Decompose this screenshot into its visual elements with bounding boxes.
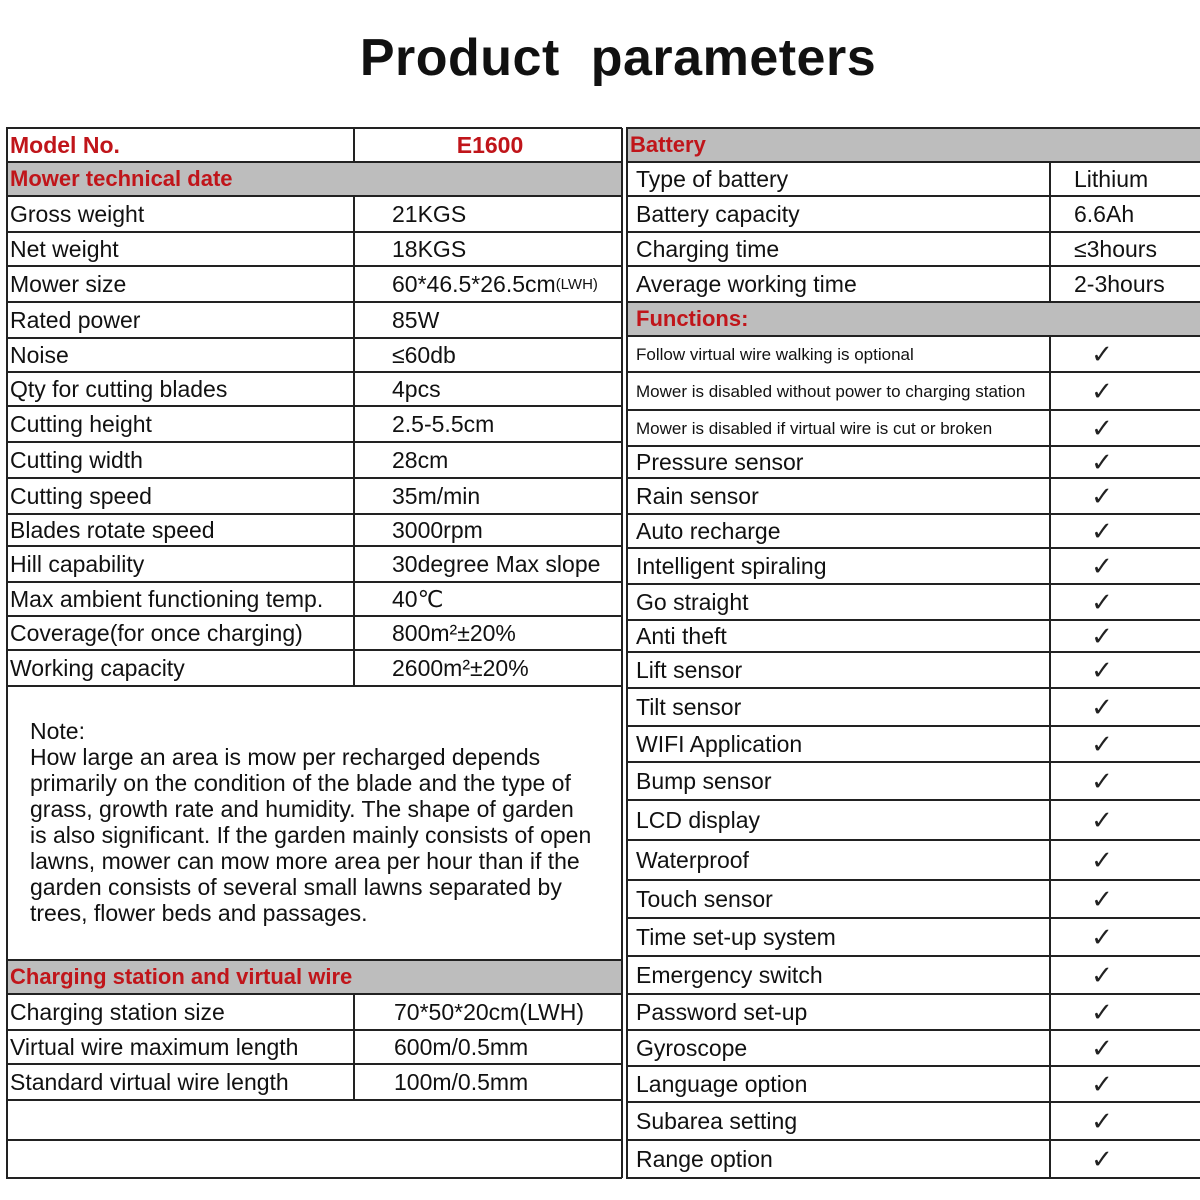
function-label: Subarea setting — [636, 1107, 798, 1134]
spec-value: 30degree Max slope — [392, 550, 601, 577]
function-label: Anti theft — [636, 622, 727, 649]
checkmark-icon: ✓ — [1091, 922, 1113, 952]
function-label: Mower is disabled without power to charging station — [636, 381, 1026, 401]
function-label: Emergency switch — [636, 961, 823, 988]
function-label: Password set-up — [636, 998, 808, 1025]
table-rule — [626, 128, 628, 1178]
spec-label: Mower size — [10, 270, 127, 297]
battery-value: 6.6Ah — [1074, 200, 1135, 227]
battery-label: Type of battery — [636, 165, 789, 192]
spec-label: Gross weight — [10, 200, 145, 227]
table-rule — [6, 1099, 622, 1101]
spec-label: Max ambient functioning temp. — [10, 585, 324, 612]
spec-label: Cutting speed — [10, 482, 152, 509]
function-label: Time set-up system — [636, 923, 836, 950]
spec-label: Cutting height — [10, 410, 152, 437]
checkmark-icon: ✓ — [1091, 1144, 1113, 1174]
table-rule — [621, 128, 623, 1178]
function-label: WIFI Application — [636, 730, 803, 757]
spec-value: 4pcs — [392, 375, 441, 402]
charging-label: Charging station size — [10, 998, 225, 1025]
battery-value: Lithium — [1074, 165, 1149, 192]
spec-label: Rated power — [10, 306, 141, 333]
model-label: Model No. — [10, 131, 120, 158]
battery-value: ≤3hours — [1074, 235, 1157, 262]
checkmark-icon: ✓ — [1091, 692, 1113, 722]
checkmark-icon: ✓ — [1091, 655, 1113, 685]
charging-value: 600m/0.5mm — [394, 1033, 529, 1060]
spec-value: 21KGS — [392, 200, 467, 227]
table-rule — [6, 128, 8, 1178]
spec-label: Cutting width — [10, 446, 143, 473]
spec-label: Working capacity — [10, 654, 185, 681]
section-functions: Functions: — [626, 303, 1200, 335]
checkmark-icon: ✓ — [1091, 997, 1113, 1027]
table-rule — [353, 128, 355, 162]
spec-value: 2.5-5.5cm — [392, 410, 495, 437]
spec-value — [354, 266, 622, 302]
checkmark-icon: ✓ — [1091, 805, 1113, 835]
function-label: Language option — [636, 1070, 808, 1097]
function-label: Gyroscope — [636, 1034, 748, 1061]
checkmark-icon: ✓ — [1091, 413, 1113, 443]
spec-value: 18KGS — [392, 235, 467, 262]
checkmark-icon: ✓ — [1091, 1033, 1113, 1063]
checkmark-icon: ✓ — [1091, 339, 1113, 369]
model-value: E1600 — [456, 131, 524, 158]
function-label: Tilt sensor — [636, 693, 742, 720]
checkmark-icon: ✓ — [1091, 516, 1113, 546]
checkmark-icon: ✓ — [1091, 481, 1113, 511]
spec-value: ≤60db — [392, 341, 456, 368]
section-charging-station: Charging station and virtual wire — [6, 961, 622, 993]
checkmark-icon: ✓ — [1091, 960, 1113, 990]
battery-label: Battery capacity — [636, 200, 800, 227]
spec-label: Net weight — [10, 235, 119, 262]
function-label: Mower is disabled if virtual wire is cut or broken — [636, 418, 993, 438]
spec-value: 28cm — [392, 446, 449, 473]
function-label: LCD display — [636, 806, 760, 833]
table-rule — [6, 1139, 622, 1141]
table-rule — [6, 685, 622, 687]
spec-value: 40℃ — [392, 585, 444, 612]
spec-label: Coverage(for once charging) — [10, 619, 303, 646]
checkmark-icon: ✓ — [1091, 551, 1113, 581]
function-label: Pressure sensor — [636, 448, 804, 475]
charging-label: Standard virtual wire length — [10, 1068, 289, 1095]
function-label: Rain sensor — [636, 482, 759, 509]
function-label: Range option — [636, 1145, 773, 1172]
spec-value: 85W — [392, 306, 440, 333]
checkmark-icon: ✓ — [1091, 376, 1113, 406]
table-rule — [1049, 162, 1051, 302]
spec-value: 800m²±20% — [392, 619, 516, 646]
charging-value: 100m/0.5mm — [394, 1068, 529, 1095]
spec-label: Hill capability — [10, 550, 145, 577]
battery-label: Charging time — [636, 235, 780, 262]
checkmark-icon: ✓ — [1091, 845, 1113, 875]
function-label: Auto recharge — [636, 517, 781, 544]
note-text: Note: How large an area is mow per recharged depends primarily on the condition of the blade and the type of grass, growth rate and humidity. The shape of garden is also significant. If the garden mainly consists of open lawns, mower can mow more area per hour than if the garden consists of several small lawns separated by trees, flower beds and passages. — [30, 718, 592, 926]
section-battery: Battery — [626, 129, 1200, 161]
function-label: Go straight — [636, 588, 749, 615]
table-rule — [353, 994, 355, 1100]
function-label: Waterproof — [636, 846, 749, 873]
spec-value: 35m/min — [392, 482, 481, 509]
battery-label: Average working time — [636, 270, 857, 297]
table-rule — [6, 1177, 622, 1179]
table-rule — [353, 196, 355, 686]
table-rule — [1049, 336, 1051, 1178]
spec-label: Noise — [10, 341, 69, 368]
charging-value: 70*50*20cm(LWH) — [394, 998, 585, 1025]
spec-value: 3000rpm — [392, 516, 483, 543]
function-label: Touch sensor — [636, 885, 773, 912]
checkmark-icon: ✓ — [1091, 1106, 1113, 1136]
spec-unit: (LWH) — [555, 275, 598, 293]
checkmark-icon: ✓ — [1091, 766, 1113, 796]
spec-value-text: 60*46.5*26.5cm — [392, 270, 556, 297]
checkmark-icon: ✓ — [1091, 1069, 1113, 1099]
function-label: Bump sensor — [636, 767, 772, 794]
spec-label: Qty for cutting blades — [10, 375, 228, 402]
spec-label: Blades rotate speed — [10, 516, 215, 543]
function-label: Intelligent spiraling — [636, 552, 827, 579]
battery-value: 2-3hours — [1074, 270, 1165, 297]
section-mower-technical: Mower technical date — [6, 163, 622, 195]
checkmark-icon: ✓ — [1091, 884, 1113, 914]
checkmark-icon: ✓ — [1091, 587, 1113, 617]
function-label: Follow virtual wire walking is optional — [636, 344, 914, 364]
spec-value: 2600m²±20% — [392, 654, 529, 681]
checkmark-icon: ✓ — [1091, 621, 1113, 651]
page-title: Product parameters — [359, 29, 877, 87]
table-rule — [626, 1177, 1200, 1179]
checkmark-icon: ✓ — [1091, 729, 1113, 759]
charging-label: Virtual wire maximum length — [10, 1033, 299, 1060]
function-label: Lift sensor — [636, 656, 743, 683]
checkmark-icon: ✓ — [1091, 447, 1113, 477]
